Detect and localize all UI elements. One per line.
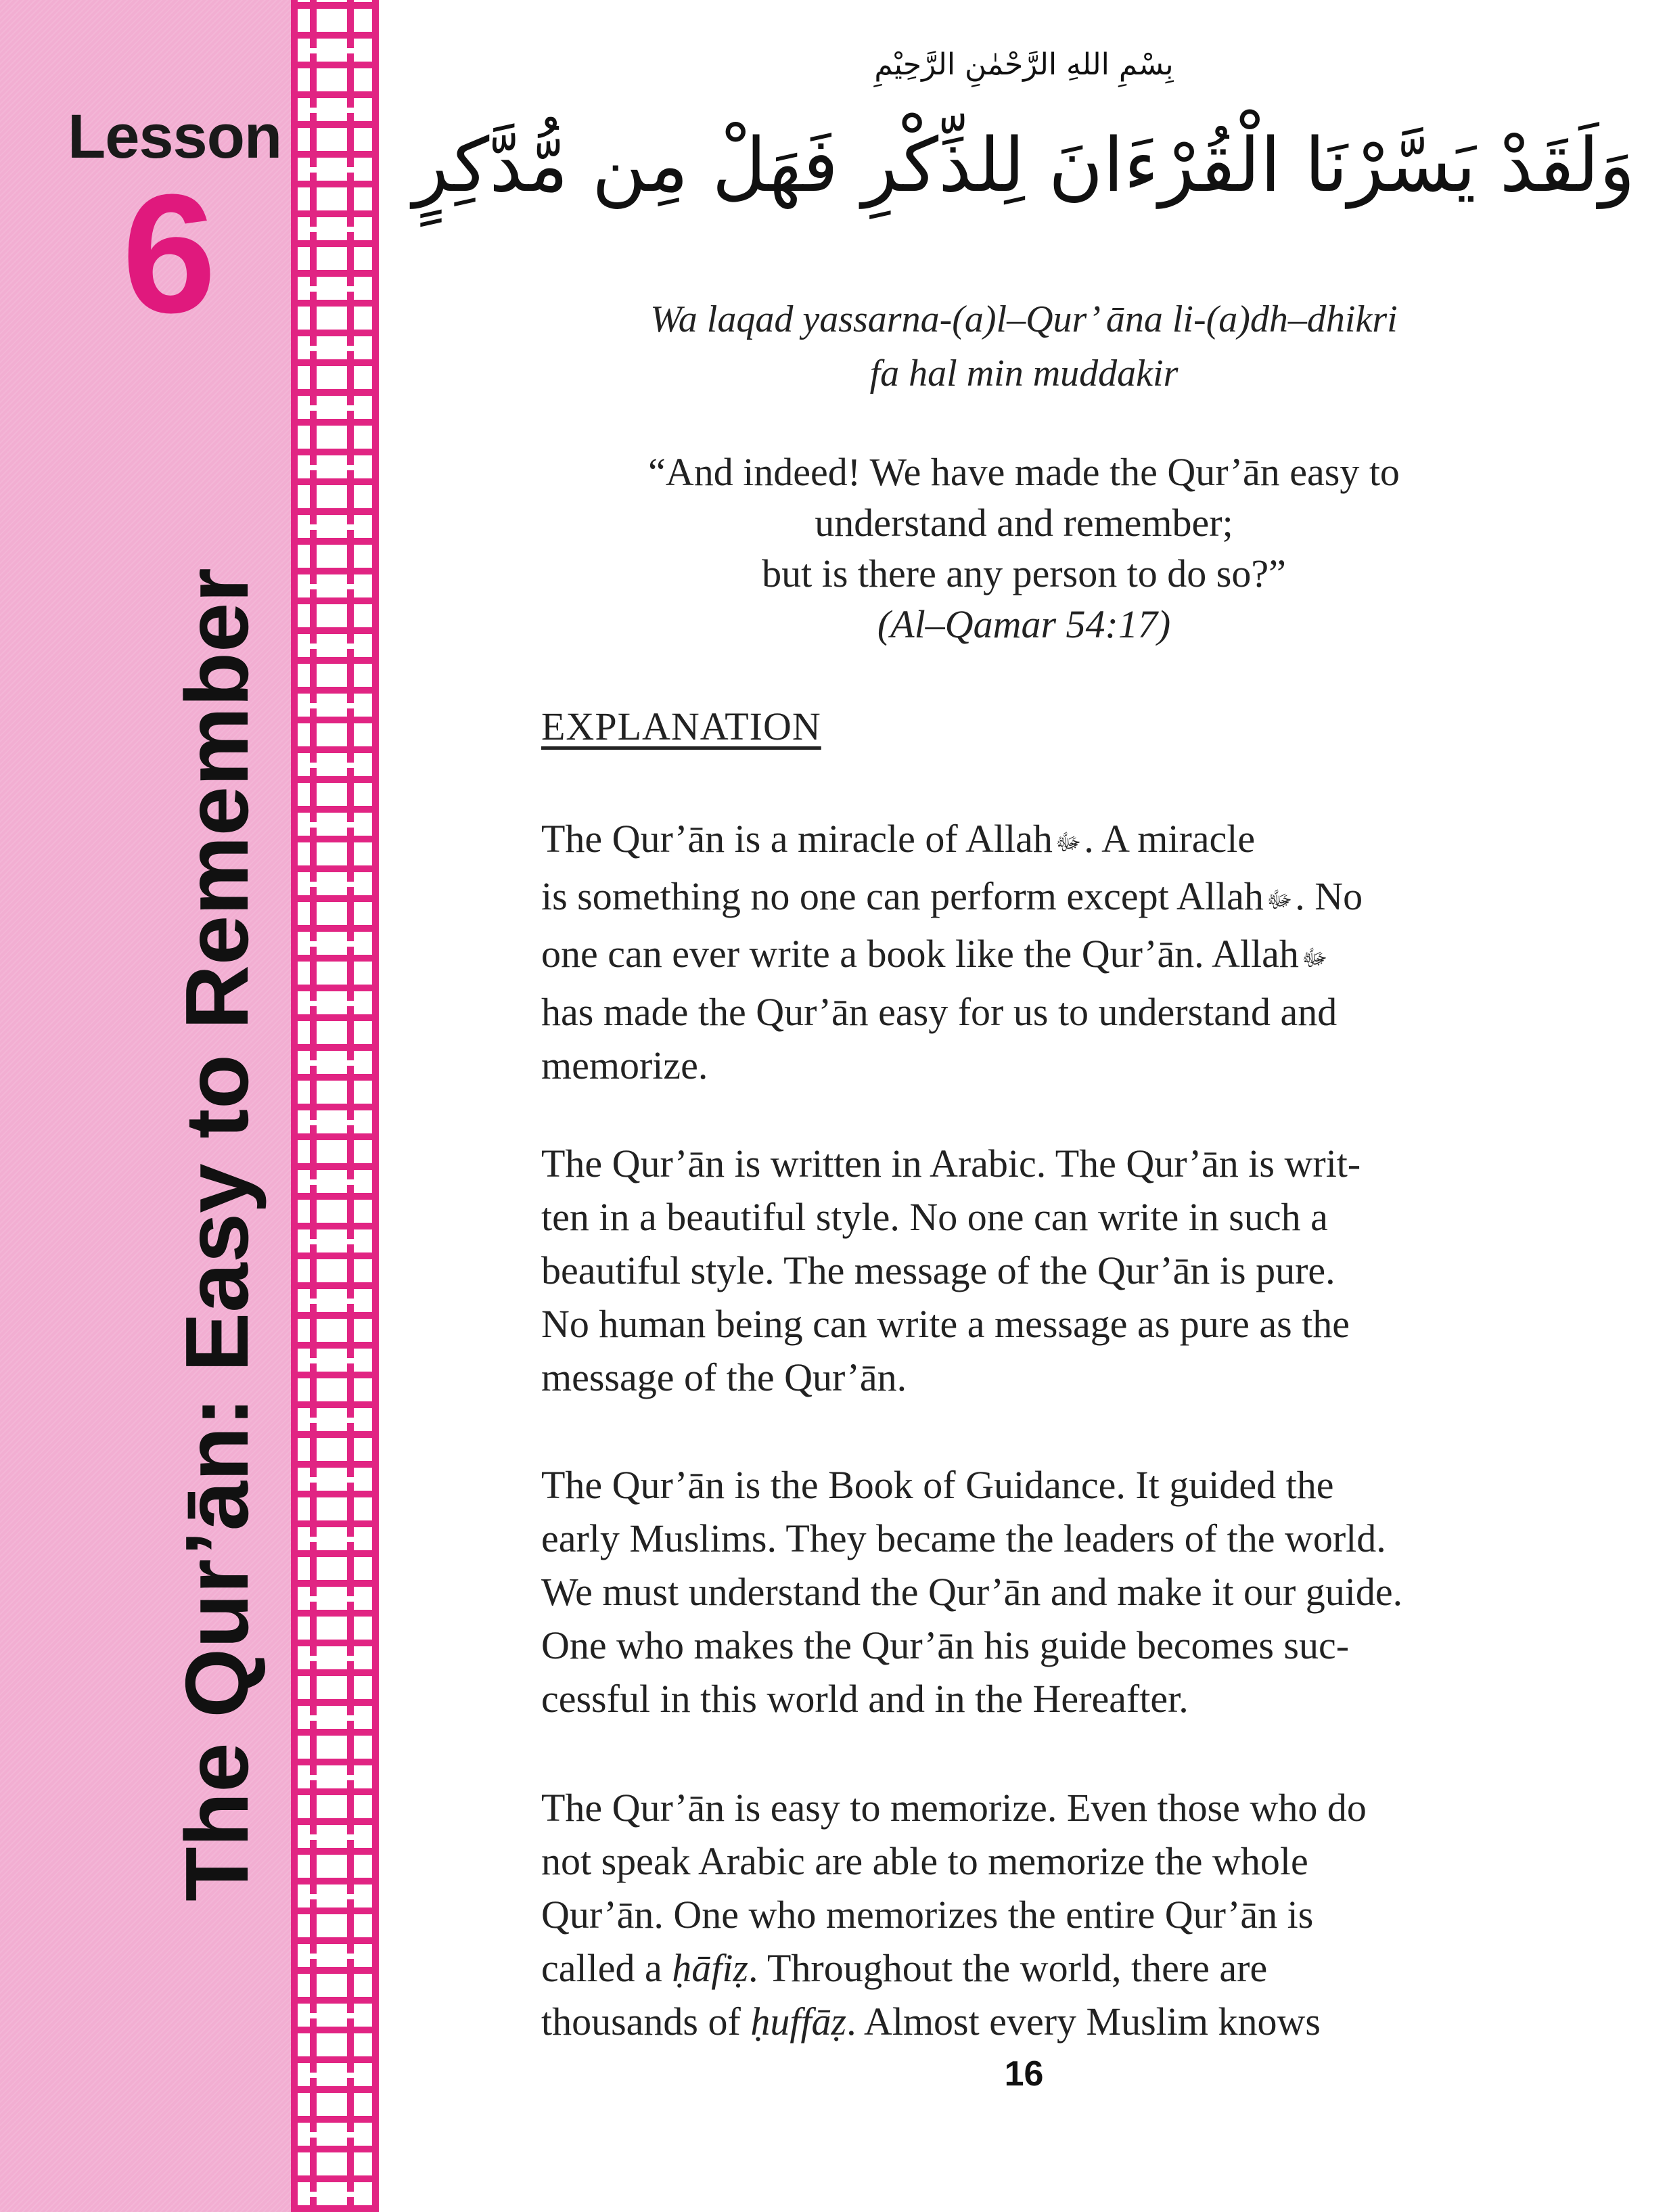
paragraph-line: message of the Qur’ān. bbox=[541, 1355, 907, 1399]
swt-glyph-icon: ﷻ bbox=[1055, 829, 1082, 857]
paragraph-line bbox=[541, 927, 1542, 985]
page-number: 16 bbox=[1004, 2054, 1044, 2094]
term-hafiz: ḥāfiẓ bbox=[672, 1946, 749, 1990]
swt-glyph-icon: ﷻ bbox=[1266, 886, 1293, 914]
text-span: . Throughout the world, there are bbox=[748, 1946, 1268, 1990]
term-huffaz: ḥuffāẓ bbox=[750, 2000, 847, 2044]
paragraph-line: The Qur’ān is written in Arabic. The Qur’ān is writ- bbox=[541, 1142, 1361, 1186]
paragraph-line: ten in a beautiful style. No one can write in such a bbox=[541, 1195, 1328, 1239]
text-span: is something no one can perform except Allah bbox=[541, 874, 1264, 919]
explanation-heading: EXPLANATION bbox=[541, 704, 821, 748]
text-span: . A miracle bbox=[1084, 817, 1256, 861]
transliteration bbox=[379, 292, 1669, 401]
text-span: thousands of bbox=[541, 2000, 741, 2044]
paragraph-line: cessful in this world and in the Hereafter. bbox=[541, 1677, 1189, 1721]
lesson-label: Lesson bbox=[68, 102, 282, 171]
paragraph-2 bbox=[541, 1137, 1542, 1404]
translation bbox=[379, 447, 1669, 650]
text-span: The Qur’ān is a miracle of Allah bbox=[541, 817, 1053, 861]
paragraph-4 bbox=[541, 1781, 1542, 2048]
paragraph-line bbox=[541, 1941, 1542, 1995]
transliteration-line: Wa laqad yassarna-(a)l–Qur’ āna li-(a)dh–dhikri bbox=[650, 298, 1398, 340]
page-content bbox=[379, 0, 1669, 2212]
translation-line: but is there any person to do so?” bbox=[762, 551, 1286, 595]
paragraph-line: early Muslims. They became the leaders of the world. bbox=[541, 1516, 1386, 1560]
paragraph-line bbox=[541, 812, 1542, 870]
text-span: one can ever write a book like the Qur’ān. Allah bbox=[541, 932, 1299, 976]
lesson-sidebar bbox=[0, 0, 291, 2212]
bismillah-calligraphy: بِسْمِ اللهِ الرَّحْمٰنِ الرَّحِيْمِ bbox=[874, 47, 1174, 82]
paragraph-1 bbox=[541, 812, 1542, 1092]
paragraph-line: memorize. bbox=[541, 1043, 708, 1087]
paragraph-line: No human being can write a message as pure as the bbox=[541, 1302, 1350, 1346]
lesson-title: The Qur’ān: Easy to Remember bbox=[167, 568, 267, 1901]
ayah-arabic-text: وَلَقَدْ يَسَّرْنَا الْقُرْءَانَ لِلذِّكْرِ فَهَلْ مِن مُّدَّكِرٍ bbox=[413, 122, 1635, 208]
text-span: called a bbox=[541, 1946, 662, 1990]
paragraph-line: The Qur’ān is easy to memorize. Even those who do bbox=[541, 1786, 1367, 1830]
paragraph-line bbox=[541, 1995, 1542, 2048]
transliteration-line: fa hal min muddakir bbox=[869, 353, 1179, 394]
paragraph-line: We must understand the Qur’ān and make it our guide. bbox=[541, 1570, 1403, 1614]
paragraph-line: has made the Qur’ān easy for us to understand and bbox=[541, 989, 1338, 1034]
paragraph-line: not speak Arabic are able to memorize the whole bbox=[541, 1839, 1308, 1883]
text-span: . Almost every Muslim knows bbox=[846, 2000, 1321, 2044]
paragraph-line bbox=[541, 870, 1542, 927]
paragraph-line: One who makes the Qur’ān his guide becomes suc- bbox=[541, 1623, 1350, 1667]
paragraph-line: Qur’ān. One who memorizes the entire Qur’ān is bbox=[541, 1893, 1314, 1937]
verse-reference: (Al–Qamar 54:17) bbox=[877, 602, 1171, 646]
lesson-number: 6 bbox=[122, 159, 216, 348]
decorative-fret-pattern bbox=[298, 0, 372, 2212]
text-span: . No bbox=[1295, 874, 1363, 919]
swt-glyph-icon: ﷻ bbox=[1301, 944, 1328, 972]
paragraph-line: The Qur’ān is the Book of Guidance. It guided the bbox=[541, 1463, 1334, 1507]
paragraph-3 bbox=[541, 1458, 1542, 1725]
translation-line: understand and remember; bbox=[815, 501, 1233, 545]
translation-line: “And indeed! We have made the Qur’ān easy to bbox=[648, 450, 1400, 494]
paragraph-line: beautiful style. The message of the Qur’ān is pure. bbox=[541, 1248, 1335, 1292]
